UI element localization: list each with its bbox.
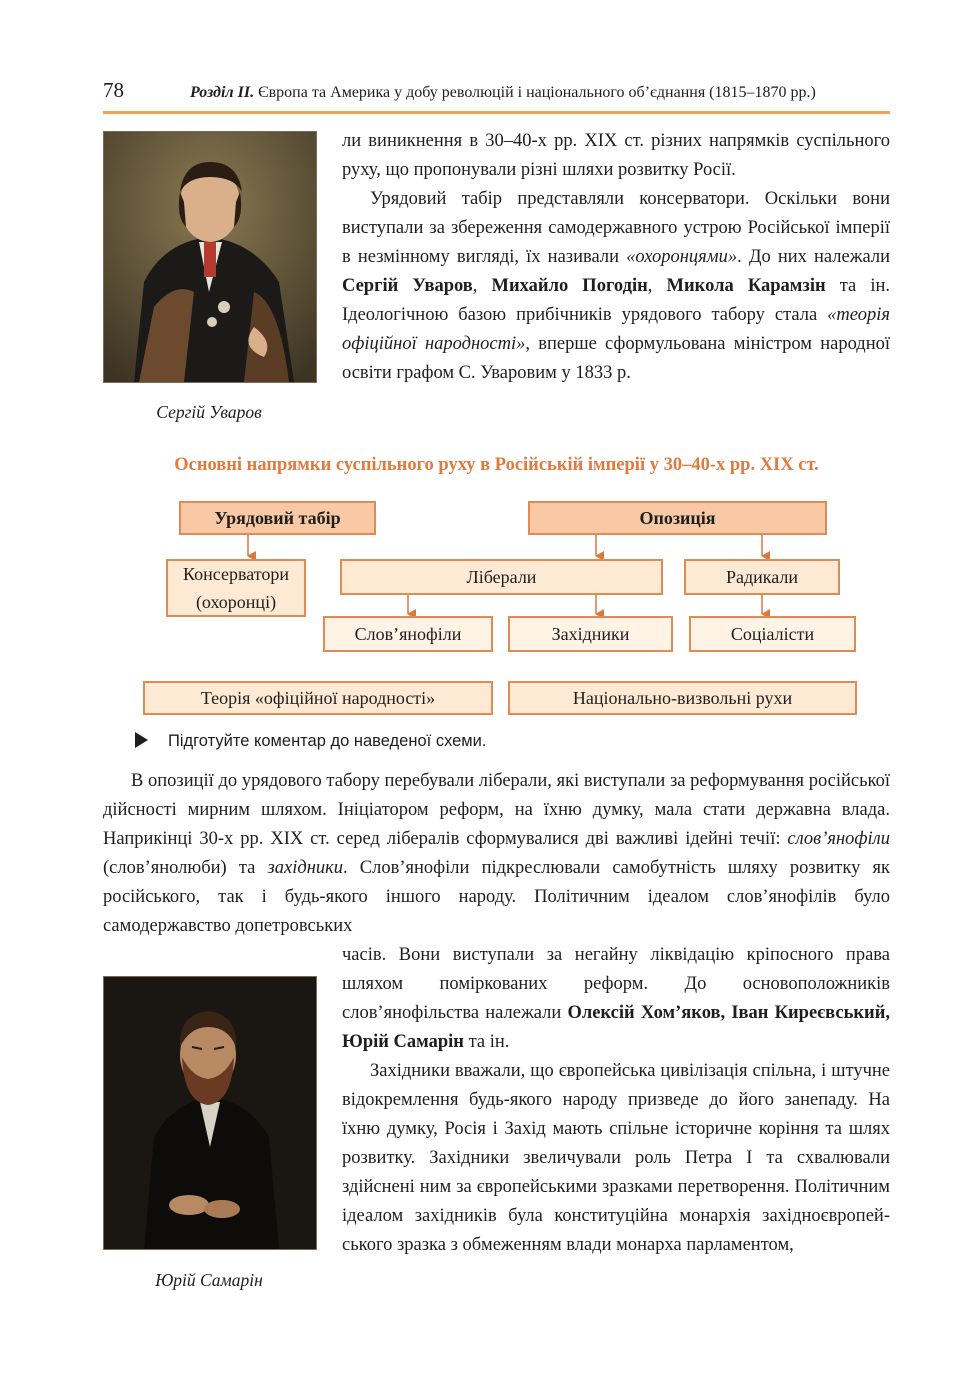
- box-national-liberation: Національно-визвольні рухи: [508, 681, 857, 715]
- box-radicals: Радикали: [684, 559, 840, 595]
- portrait-caption-samarin: Юрій Самарін: [155, 1270, 263, 1290]
- bottom-paragraph-1: часів. Вони виступали за негайну ліквідацію кріпосного права шляхом поміркованих реформ. До основоположників слов’янофільства належали Олексій Хом’яков, Іван Киреєвський, Юрій Самарін та ін.: [342, 945, 890, 1052]
- bottom-paragraph-2: Західники вважали, що європейська цивілізація спільна, і штучне відокремлення будь-якого народу призведе до його занепаду. На їхню думку, Росія і Захід мають спільне історичне коріння та шлях розвитку. Західники звеличували роль Петра I та схвалювали здійснені ним за європейськими зразками перетворення. Політичним ідеалом західників була конституційна монархія західноєвропейського зразка з обмеженням влади монарха парламентом,: [342, 1061, 890, 1255]
- box-westerners: Західники: [508, 616, 673, 652]
- portrait-samarin: [103, 976, 317, 1250]
- portrait-caption-uvarov: Сергій Уваров: [156, 402, 262, 422]
- box-official-nationality: Теорія «офіційної народності»: [143, 681, 493, 715]
- name-pogodin: Михайло Погодін: [491, 276, 648, 296]
- section-label: Розділ ІІ.: [190, 84, 255, 101]
- intro-paragraph-2: Урядовий табір представляли консерватори. Оскільки вони виступали за збереження самодержавного устрою Російської імперії в незмінному вигляді, їх називали «охоронцями». До них належали Сергій Уваров, Михайло Погодін, Микола Карамзін та ін. Ідеологічною базою прибічників урядового табору стала «теорія офіційної народності», вперше сформульована міністром народної освіти графом С. Уваровим у 1833 р.: [342, 189, 891, 383]
- box-conservatives: Консерватори (охоронці): [166, 559, 306, 617]
- page-number: 78: [103, 78, 124, 102]
- box-socialists: Соціалісти: [689, 616, 856, 652]
- box-liberals: Ліберали: [340, 559, 663, 595]
- slavophile-founders: Олексій Хом’яков, Іван Киреєвський, Юрій Самарін: [342, 1003, 890, 1052]
- bottom-text: [342, 941, 890, 1260]
- triangle-bullet-icon: [135, 732, 148, 748]
- name-karamzin: Микола Карамзін: [666, 276, 826, 296]
- main-text: [103, 767, 890, 941]
- task-text: Підготуйте коментар до наведеної схеми.: [168, 732, 487, 750]
- box-slavophiles: Слов’янофіли: [323, 616, 493, 652]
- box-government-camp: Урядовий табір: [179, 501, 376, 535]
- intro-paragraph-1: ли виникнення в 30–40-х рр. XIX ст. різних напрямків суспільного руху, що пропонували різні шляхи розвитку Росії.: [342, 131, 890, 180]
- portrait-samarin-image: [104, 977, 316, 1249]
- name-uvarov: Сергій Уваров: [342, 276, 473, 296]
- box-opposition: Опозиція: [528, 501, 827, 535]
- main-paragraph: В опозиції до урядового табору перебували ліберали, які виступали за реформування російської дійсності мирним шляхом. Ініціатором реформ, на їхню думку, мала стати державна влада. Наприкінці 30-х рр. XIX ст. серед лібералів сформувалися дві важливі ідейні течії: слов’янофіли (слов’янолюби) та західники. Слов’янофіли підкреслювали самобутність шляху розвитку як російського, так і будь-якого іншого народу. Політичним ідеалом слов’янофілів було самодержавство допетровських: [103, 771, 890, 936]
- section-title: Європа та Америка у добу революцій і національного об’єднання (1815–1870 рр.): [254, 84, 816, 101]
- diagram-title: Основні напрямки суспільного руху в Російській імперії у 30–40-х рр. XIX ст.: [174, 455, 819, 475]
- task-prompt: [135, 732, 486, 751]
